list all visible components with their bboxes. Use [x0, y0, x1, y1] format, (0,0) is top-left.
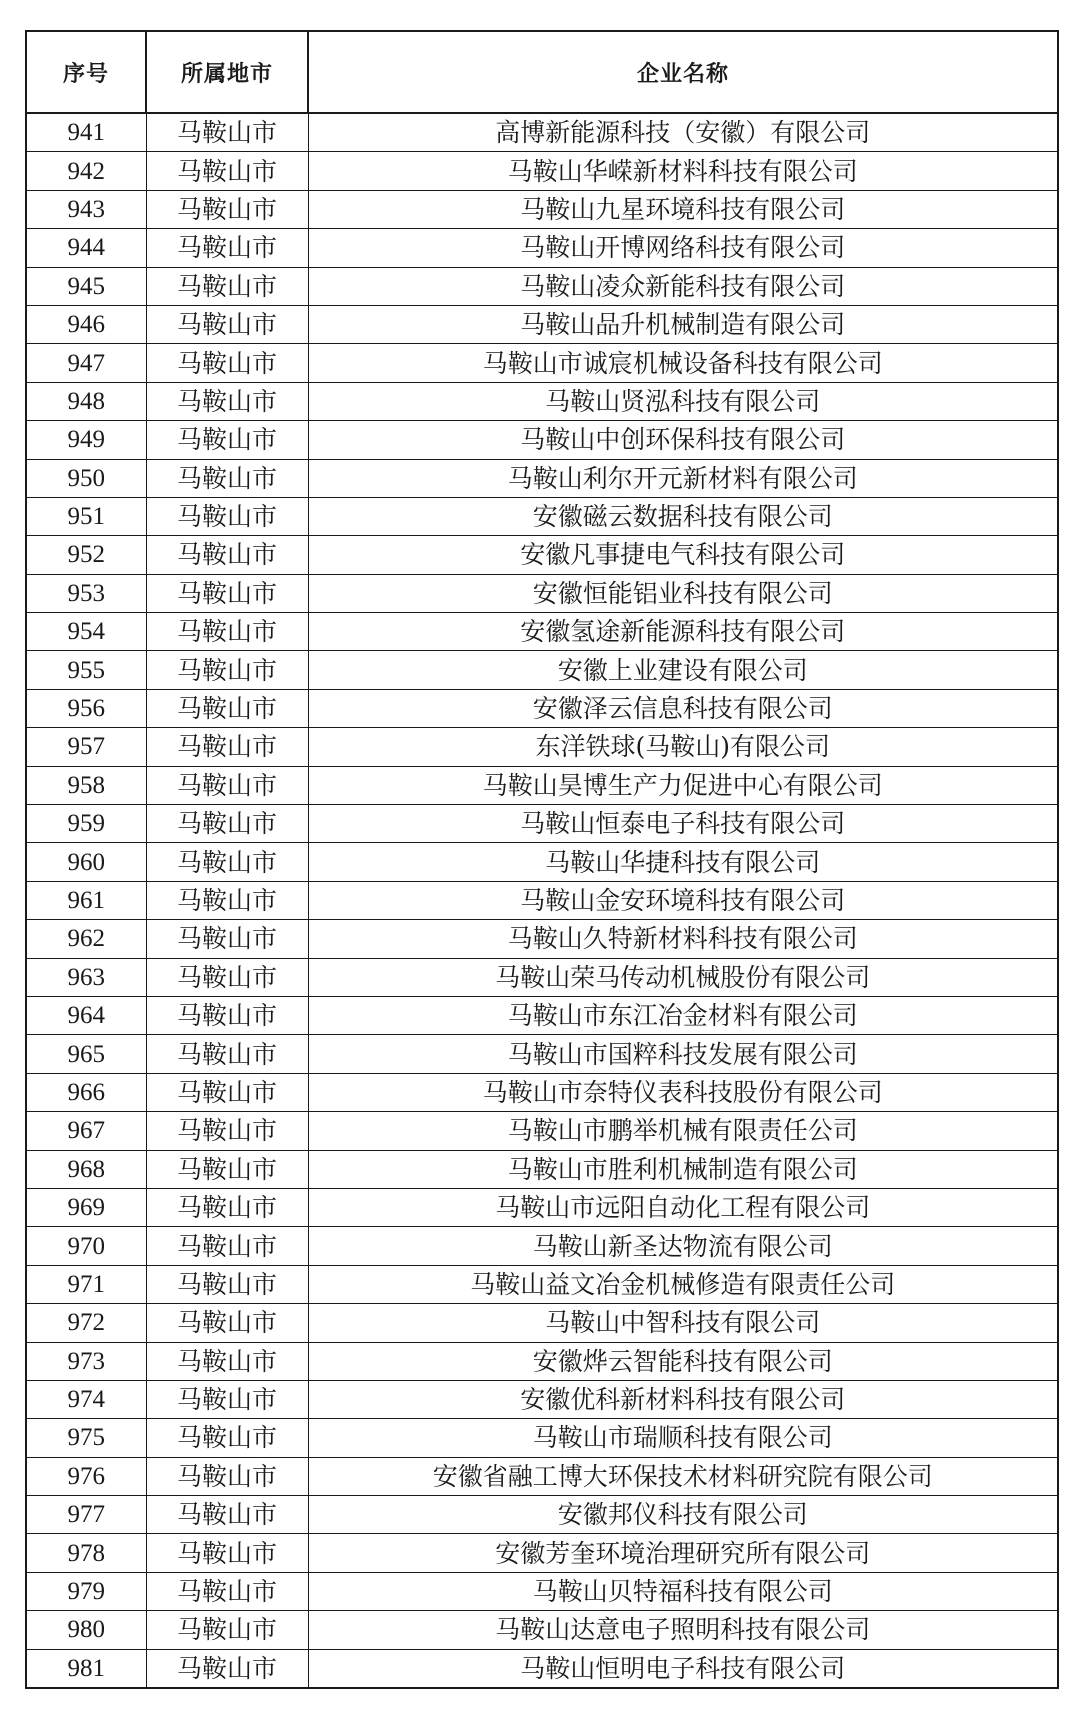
table-row — [26, 843, 1058, 881]
table-row — [26, 1611, 1058, 1649]
company-name-cell: 马鞍山荣马传动机械股份有限公司 — [308, 958, 1058, 996]
table-row — [26, 651, 1058, 689]
enterprise-list-sheet — [25, 30, 1057, 1689]
city-cell: 马鞍山市 — [146, 267, 308, 305]
city-cell: 马鞍山市 — [146, 459, 308, 497]
company-name-cell: 马鞍山市奈特仪表科技股份有限公司 — [308, 1073, 1058, 1111]
table-row — [26, 728, 1058, 766]
table-row — [26, 421, 1058, 459]
company-name-cell: 安徽烨云智能科技有限公司 — [308, 1342, 1058, 1380]
company-name-cell: 马鞍山久特新材料科技有限公司 — [308, 920, 1058, 958]
company-name-cell: 安徽凡事捷电气科技有限公司 — [308, 536, 1058, 574]
table-row — [26, 305, 1058, 343]
company-name-cell: 马鞍山贝特福科技有限公司 — [308, 1572, 1058, 1610]
company-name-cell: 马鞍山贤泓科技有限公司 — [308, 382, 1058, 420]
serial-number-cell: 981 — [26, 1649, 146, 1688]
serial-number-cell: 978 — [26, 1534, 146, 1572]
serial-number-cell: 948 — [26, 382, 146, 420]
city-cell: 马鞍山市 — [146, 421, 308, 459]
table-row — [26, 958, 1058, 996]
table-row — [26, 1342, 1058, 1380]
city-cell: 马鞍山市 — [146, 1419, 308, 1457]
table-row — [26, 1534, 1058, 1572]
city-cell: 马鞍山市 — [146, 613, 308, 651]
table-row — [26, 1227, 1058, 1265]
table-row — [26, 1150, 1058, 1188]
city-cell: 马鞍山市 — [146, 536, 308, 574]
city-cell: 马鞍山市 — [146, 881, 308, 919]
company-name-cell: 安徽芳奎环境治理研究所有限公司 — [308, 1534, 1058, 1572]
city-cell: 马鞍山市 — [146, 1342, 308, 1380]
serial-number-cell: 952 — [26, 536, 146, 574]
table-row — [26, 1188, 1058, 1226]
city-cell: 马鞍山市 — [146, 1265, 308, 1303]
company-name-cell: 马鞍山新圣达物流有限公司 — [308, 1227, 1058, 1265]
serial-number-cell: 971 — [26, 1265, 146, 1303]
company-name-cell: 马鞍山市诚宸机械设备科技有限公司 — [308, 344, 1058, 382]
company-name-cell: 高博新能源科技（安徽）有限公司 — [308, 113, 1058, 152]
serial-number-cell: 977 — [26, 1496, 146, 1534]
serial-number-cell: 972 — [26, 1304, 146, 1342]
serial-number-cell: 962 — [26, 920, 146, 958]
company-name-cell: 安徽磁云数据科技有限公司 — [308, 497, 1058, 535]
table-row — [26, 1419, 1058, 1457]
city-cell: 马鞍山市 — [146, 1649, 308, 1688]
company-name-cell: 马鞍山开博网络科技有限公司 — [308, 229, 1058, 267]
city-cell: 马鞍山市 — [146, 229, 308, 267]
serial-number-cell: 961 — [26, 881, 146, 919]
table-row — [26, 1380, 1058, 1418]
serial-number-cell: 944 — [26, 229, 146, 267]
table-row — [26, 1572, 1058, 1610]
city-cell: 马鞍山市 — [146, 305, 308, 343]
table-row — [26, 574, 1058, 612]
serial-number-cell: 949 — [26, 421, 146, 459]
table-row — [26, 536, 1058, 574]
serial-number-cell: 970 — [26, 1227, 146, 1265]
company-name-cell: 安徽优科新材料科技有限公司 — [308, 1380, 1058, 1418]
company-name-cell: 马鞍山凌众新能科技有限公司 — [308, 267, 1058, 305]
serial-number-cell: 954 — [26, 613, 146, 651]
company-name-cell: 安徽氢途新能源科技有限公司 — [308, 613, 1058, 651]
company-name-cell: 马鞍山市东江冶金材料有限公司 — [308, 996, 1058, 1034]
city-cell: 马鞍山市 — [146, 113, 308, 152]
serial-number-cell: 963 — [26, 958, 146, 996]
city-cell: 马鞍山市 — [146, 1380, 308, 1418]
company-name-cell: 马鞍山市胜利机械制造有限公司 — [308, 1150, 1058, 1188]
serial-number-cell: 966 — [26, 1073, 146, 1111]
company-name-cell: 马鞍山达意电子照明科技有限公司 — [308, 1611, 1058, 1649]
city-cell: 马鞍山市 — [146, 1150, 308, 1188]
company-name-cell: 马鞍山九星环境科技有限公司 — [308, 190, 1058, 228]
table-row — [26, 1073, 1058, 1111]
serial-number-cell: 957 — [26, 728, 146, 766]
serial-number-cell: 947 — [26, 344, 146, 382]
serial-number-cell: 976 — [26, 1457, 146, 1495]
city-cell: 马鞍山市 — [146, 805, 308, 843]
city-cell: 马鞍山市 — [146, 728, 308, 766]
table-row — [26, 497, 1058, 535]
company-name-cell: 马鞍山中创环保科技有限公司 — [308, 421, 1058, 459]
company-name-cell: 马鞍山市鹏举机械有限责任公司 — [308, 1112, 1058, 1150]
serial-number-cell: 980 — [26, 1611, 146, 1649]
serial-number-cell: 953 — [26, 574, 146, 612]
header-serial-number: 序号 — [26, 31, 146, 113]
company-name-cell: 马鞍山恒泰电子科技有限公司 — [308, 805, 1058, 843]
enterprise-table — [25, 30, 1059, 1689]
serial-number-cell: 968 — [26, 1150, 146, 1188]
city-cell: 马鞍山市 — [146, 152, 308, 190]
table-row — [26, 920, 1058, 958]
table-row — [26, 996, 1058, 1034]
company-name-cell: 马鞍山金安环境科技有限公司 — [308, 881, 1058, 919]
city-cell: 马鞍山市 — [146, 1534, 308, 1572]
company-name-cell: 安徽上业建设有限公司 — [308, 651, 1058, 689]
company-name-cell: 马鞍山恒明电子科技有限公司 — [308, 1649, 1058, 1688]
company-name-cell: 马鞍山市远阳自动化工程有限公司 — [308, 1188, 1058, 1226]
city-cell: 马鞍山市 — [146, 344, 308, 382]
city-cell: 马鞍山市 — [146, 1457, 308, 1495]
table-row — [26, 1304, 1058, 1342]
city-cell: 马鞍山市 — [146, 843, 308, 881]
table-row — [26, 1112, 1058, 1150]
city-cell: 马鞍山市 — [146, 1572, 308, 1610]
table-row — [26, 1496, 1058, 1534]
table-row — [26, 613, 1058, 651]
table-row — [26, 267, 1058, 305]
city-cell: 马鞍山市 — [146, 766, 308, 804]
company-name-cell: 安徽省融工博大环保技术材料研究院有限公司 — [308, 1457, 1058, 1495]
serial-number-cell: 960 — [26, 843, 146, 881]
table-row — [26, 1649, 1058, 1688]
serial-number-cell: 965 — [26, 1035, 146, 1073]
city-cell: 马鞍山市 — [146, 1035, 308, 1073]
serial-number-cell: 973 — [26, 1342, 146, 1380]
company-name-cell: 安徽邦仪科技有限公司 — [308, 1496, 1058, 1534]
table-row — [26, 881, 1058, 919]
serial-number-cell: 958 — [26, 766, 146, 804]
city-cell: 马鞍山市 — [146, 1304, 308, 1342]
city-cell: 马鞍山市 — [146, 920, 308, 958]
city-cell: 马鞍山市 — [146, 651, 308, 689]
city-cell: 马鞍山市 — [146, 1112, 308, 1150]
table-row — [26, 113, 1058, 152]
table-row — [26, 190, 1058, 228]
serial-number-cell: 941 — [26, 113, 146, 152]
serial-number-cell: 950 — [26, 459, 146, 497]
serial-number-cell: 967 — [26, 1112, 146, 1150]
city-cell: 马鞍山市 — [146, 996, 308, 1034]
serial-number-cell: 955 — [26, 651, 146, 689]
table-row — [26, 689, 1058, 727]
company-name-cell: 安徽泽云信息科技有限公司 — [308, 689, 1058, 727]
serial-number-cell: 942 — [26, 152, 146, 190]
table-row — [26, 382, 1058, 420]
company-name-cell: 马鞍山利尔开元新材料有限公司 — [308, 459, 1058, 497]
table-row — [26, 766, 1058, 804]
header-city: 所属地市 — [146, 31, 308, 113]
city-cell: 马鞍山市 — [146, 1611, 308, 1649]
serial-number-cell: 945 — [26, 267, 146, 305]
company-name-cell: 马鞍山中智科技有限公司 — [308, 1304, 1058, 1342]
table-row — [26, 344, 1058, 382]
serial-number-cell: 974 — [26, 1380, 146, 1418]
city-cell: 马鞍山市 — [146, 1073, 308, 1111]
city-cell: 马鞍山市 — [146, 497, 308, 535]
table-row — [26, 1265, 1058, 1303]
table-row — [26, 459, 1058, 497]
serial-number-cell: 959 — [26, 805, 146, 843]
table-body — [26, 113, 1058, 1688]
company-name-cell: 马鞍山市瑞顺科技有限公司 — [308, 1419, 1058, 1457]
table-row — [26, 1457, 1058, 1495]
city-cell: 马鞍山市 — [146, 574, 308, 612]
company-name-cell: 马鞍山华嵘新材料科技有限公司 — [308, 152, 1058, 190]
company-name-cell: 马鞍山华捷科技有限公司 — [308, 843, 1058, 881]
city-cell: 马鞍山市 — [146, 689, 308, 727]
serial-number-cell: 969 — [26, 1188, 146, 1226]
company-name-cell: 马鞍山品升机械制造有限公司 — [308, 305, 1058, 343]
company-name-cell: 马鞍山市国粹科技发展有限公司 — [308, 1035, 1058, 1073]
serial-number-cell: 956 — [26, 689, 146, 727]
city-cell: 马鞍山市 — [146, 1188, 308, 1226]
city-cell: 马鞍山市 — [146, 382, 308, 420]
company-name-cell: 东洋铁球(马鞍山)有限公司 — [308, 728, 1058, 766]
city-cell: 马鞍山市 — [146, 190, 308, 228]
header-company-name: 企业名称 — [308, 31, 1058, 113]
serial-number-cell: 979 — [26, 1572, 146, 1610]
serial-number-cell: 975 — [26, 1419, 146, 1457]
table-row — [26, 805, 1058, 843]
company-name-cell: 安徽恒能铝业科技有限公司 — [308, 574, 1058, 612]
table-row — [26, 1035, 1058, 1073]
serial-number-cell: 943 — [26, 190, 146, 228]
city-cell: 马鞍山市 — [146, 1227, 308, 1265]
company-name-cell: 马鞍山昊博生产力促进中心有限公司 — [308, 766, 1058, 804]
serial-number-cell: 951 — [26, 497, 146, 535]
serial-number-cell: 964 — [26, 996, 146, 1034]
city-cell: 马鞍山市 — [146, 1496, 308, 1534]
table-header-row — [26, 31, 1058, 113]
city-cell: 马鞍山市 — [146, 958, 308, 996]
table-row — [26, 229, 1058, 267]
serial-number-cell: 946 — [26, 305, 146, 343]
company-name-cell: 马鞍山益文冶金机械修造有限责任公司 — [308, 1265, 1058, 1303]
table-row — [26, 152, 1058, 190]
